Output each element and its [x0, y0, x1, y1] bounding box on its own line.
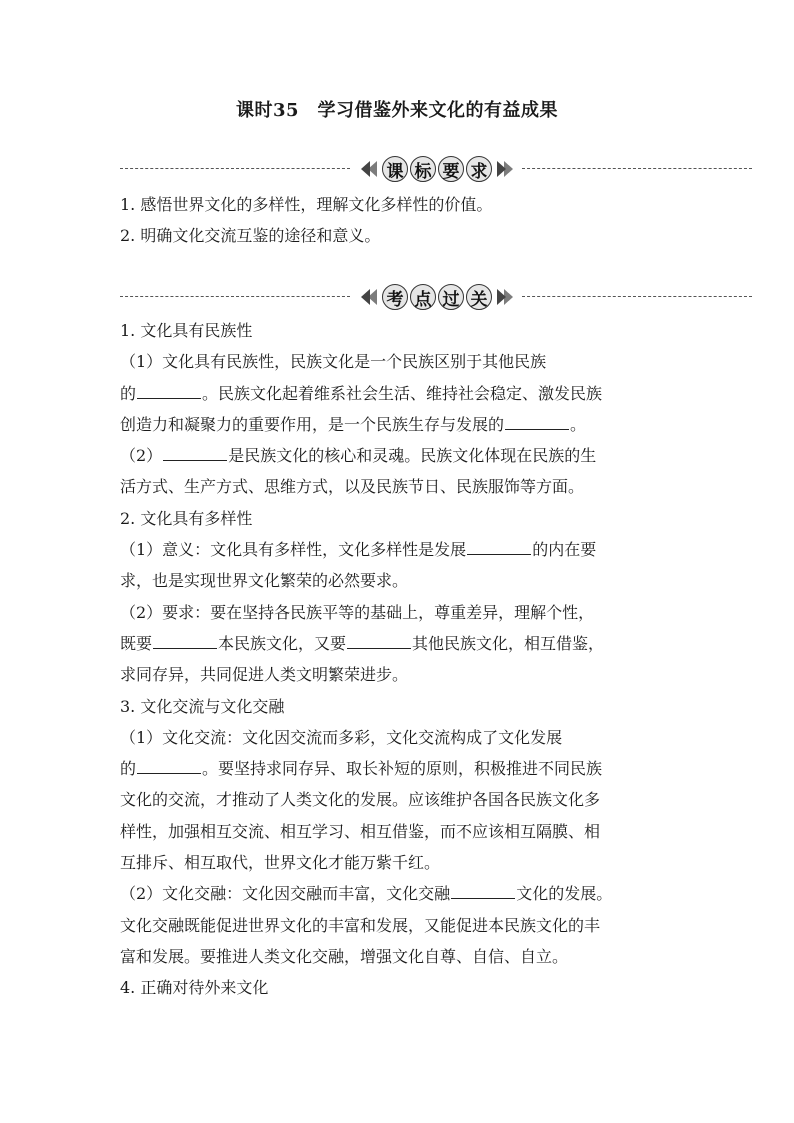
text-line: 富和发展。要推进人类文化交融，增强文化自尊、自信、自立。 — [120, 946, 569, 966]
banner-char: 求 — [466, 156, 492, 182]
fill-blank — [347, 631, 411, 649]
banner-char: 课 — [382, 156, 408, 182]
text-run: 是民族文化的核心和灵魂。民族文化体现在民族的生 — [228, 446, 597, 466]
text-run: （2） — [120, 446, 163, 466]
heading-1: 1. 文化具有民族性 — [120, 321, 253, 340]
double-arrow-right-icon — [499, 161, 513, 177]
text-line — [120, 409, 680, 440]
section-banner-checkpoints — [120, 282, 752, 312]
text-line: （2）要求：要在坚持各民族平等的基础上，尊重差异，理解个性， — [120, 602, 595, 622]
dashed-divider-right — [522, 168, 752, 169]
text-line — [120, 878, 680, 909]
double-arrow-left-icon — [361, 161, 375, 177]
banner-char: 关 — [466, 284, 492, 310]
dashed-divider-left — [120, 168, 350, 169]
text-run: 创造力和凝聚力的重要作用，是一个民族生存与发展的 — [120, 414, 505, 434]
text-run: 。 — [570, 414, 587, 434]
text-run: 其他民族文化，相互借鉴， — [412, 633, 605, 653]
text-line: 文化交融既能促进世界文化的丰富和发展，又能促进本民族文化的丰 — [120, 915, 601, 935]
goals-list — [120, 189, 680, 252]
dashed-divider-right — [522, 296, 752, 297]
banner-char: 标 — [410, 156, 436, 182]
text-run: 的 — [120, 383, 137, 403]
heading-2: 2. 文化具有多样性 — [120, 508, 253, 528]
double-arrow-right-icon — [499, 289, 513, 305]
fill-blank — [137, 381, 201, 399]
text-line: 文化的交流，才推动了人类文化的发展。应该维护各国各民族文化多 — [120, 790, 601, 810]
heading-4: 4. 正确对待外来文化 — [120, 978, 269, 998]
banner-char: 要 — [438, 156, 464, 182]
text-run: 的 — [120, 759, 137, 779]
text-run: 。要坚持求同存异、取长补短的原则，积极推进不同民族 — [202, 759, 603, 779]
text-run: 的内在要 — [532, 540, 597, 560]
lesson-title: 课时35 学习借鉴外来文化的有益成果 — [235, 100, 559, 121]
text-run: （1）意义：文化具有多样性，文化多样性是发展 — [120, 540, 467, 560]
banner-char: 过 — [438, 284, 464, 310]
text-line: 求，也是实现世界文化繁荣的必然要求。 — [120, 571, 409, 591]
fill-blank — [451, 881, 515, 899]
text-line: 活方式、生产方式、思维方式，以及民族节日、民族服饰等方面。 — [120, 477, 585, 497]
fill-blank — [163, 443, 227, 461]
text-line: 样性，加强相互交流、相互学习、相互借鉴，而不应该相互隔膜、相 — [120, 821, 601, 841]
dashed-divider-left — [120, 296, 350, 297]
text-line: 互排斥、相互取代，世界文化才能万紫千红。 — [120, 853, 441, 873]
text-line — [120, 628, 680, 659]
text-line — [120, 753, 680, 784]
text-line — [120, 534, 680, 565]
fill-blank — [137, 756, 201, 774]
text-run: 本民族文化，又要 — [218, 633, 347, 653]
text-run: 既要 — [120, 633, 153, 653]
text-line — [120, 378, 680, 409]
fill-blank — [505, 412, 569, 430]
text-line: （1）文化具有民族性，民族文化是一个民族区别于其他民族 — [120, 352, 547, 372]
text-run: 。民族文化起着维系社会生活、维持社会稳定、激发民族 — [202, 383, 603, 403]
text-line — [120, 440, 680, 471]
fill-blank — [467, 537, 531, 555]
goal-item: 1. 感悟世界文化的多样性，理解文化多样性的价值。 — [120, 195, 493, 214]
section-banner-requirements — [120, 154, 752, 184]
text-run: （2）文化交融：文化因交融而丰富，文化交融 — [120, 884, 451, 904]
text-line: （1）文化交流：文化因交流而多彩，文化交流构成了文化发展 — [120, 727, 563, 747]
goal-item: 2. 明确文化交流互鉴的途径和意义。 — [120, 226, 381, 246]
heading-3: 3. 文化交流与文化交融 — [120, 696, 285, 716]
banner-char: 考 — [382, 284, 408, 310]
text-line: 求同存异，共同促进人类文明繁荣进步。 — [120, 665, 409, 685]
content-body — [120, 315, 680, 1004]
fill-blank — [153, 631, 217, 649]
double-arrow-left-icon — [361, 289, 375, 305]
banner-char: 点 — [410, 284, 436, 310]
text-run: 文化的发展。 — [516, 884, 613, 904]
